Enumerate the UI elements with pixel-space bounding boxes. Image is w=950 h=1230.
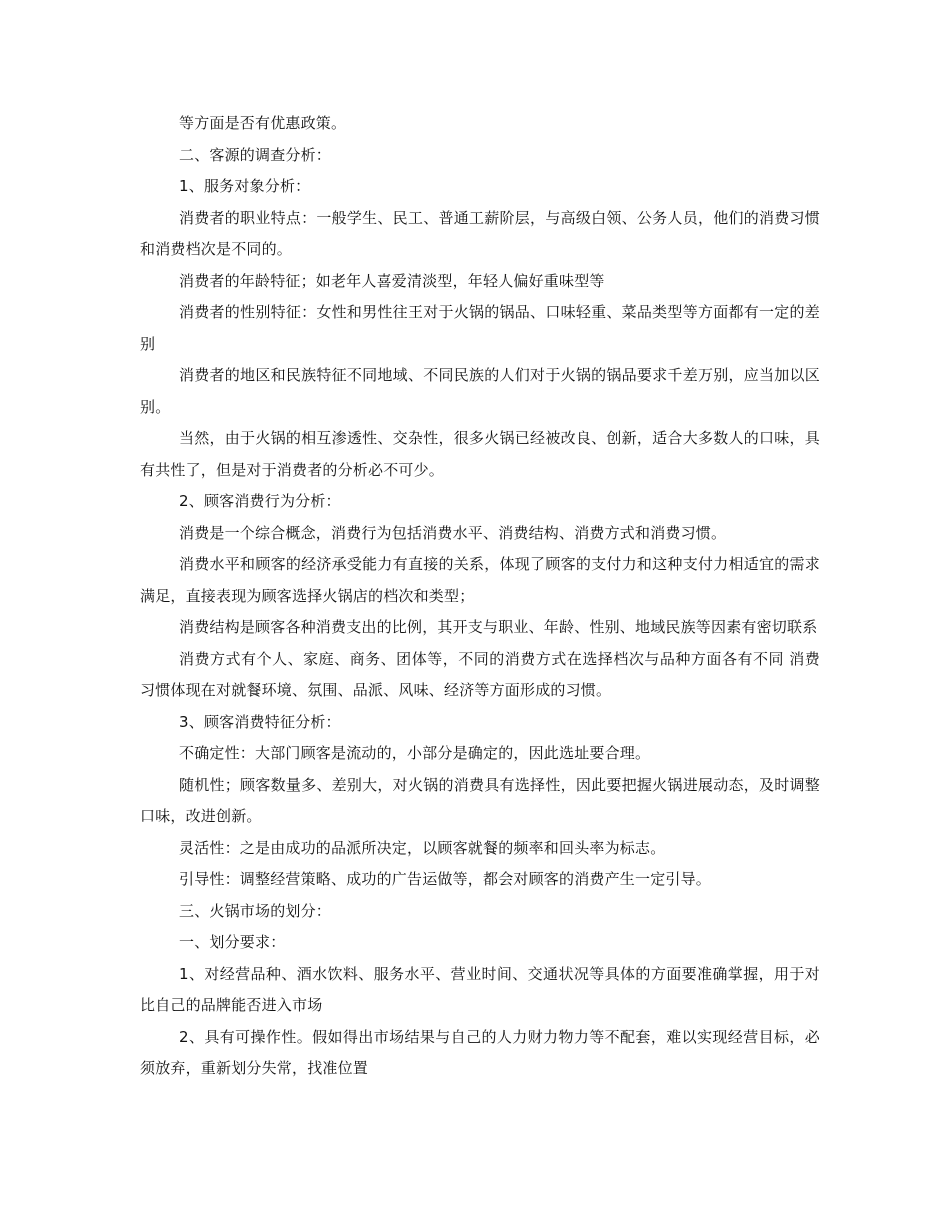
paragraph: 当然，由于火锅的相互渗透性、交杂性，很多火锅已经被改良、创新，适合大多数人的口味，具有共性了，但是对于消费者的分析必不可少。 (140, 429, 820, 479)
paragraph: 等方面是否有优惠政策。 (179, 114, 347, 132)
subsection-heading: 3、顾客消费特征分析： (179, 712, 341, 731)
section-heading: 三、火锅市场的划分： (179, 901, 332, 920)
subsection-heading: 一、划分要求： (179, 933, 286, 951)
paragraph: 引导性：调整经营策略、成功的广告运做等，都会对顾客的消费产生一定引导。 (179, 870, 712, 888)
paragraph: 消费是一个综合概念，消费行为包括消费水平、消费结构、消费方式和消费习惯。 (179, 523, 727, 542)
subsection-heading: 2、顾客消费行为分析： (179, 492, 341, 510)
paragraph: 消费者的职业特点：一般学生、民工、普通工薪阶层，与高级白领、公务人员，他们的消费习惯和消费档次是不同的。 (140, 208, 820, 258)
section-heading: 二、客源的调查分析： (179, 145, 332, 164)
paragraph: 不确定性：大部门顾客是流动的，小部分是确定的，因此选址要合理。 (179, 744, 651, 762)
paragraph: 灵活性：之是由成功的品派所决定，以顾客就餐的频率和回头率为标志。 (179, 838, 666, 857)
paragraph: 消费者的性别特征：女性和男性往王对于火锅的锅品、口味轻重、菜品类型等方面都有一定的差别 (140, 303, 820, 353)
paragraph: 消费者的地区和民族特征不同地域、不同民族的人们对于火锅的锅品要求千差万别，应当加以区别。 (140, 366, 820, 416)
paragraph: 消费者的年龄特征；如老年人喜爱清淡型，年轻人偏好重味型等 (179, 271, 605, 290)
paragraph: 1、对经营品种、酒水饮料、服务水平、营业时间、交通状况等具体的方面要准确掌握，用于对比自己的品牌能否进入市场 (140, 964, 820, 1014)
paragraph: 消费方式有个人、家庭、商务、团体等，不同的消费方式在选择档次与品种方面各有不同 消费习惯体现在对就餐环境、氛围、品派、风味、经济等方面形成的习惯。 (140, 649, 820, 699)
paragraph: 随机性；顾客数量多、差别大，对火锅的消费具有选择性，因此要把握火锅进展动态，及时调整口味，改进创新。 (140, 775, 820, 825)
subsection-heading: 1、服务对象分析： (179, 177, 311, 195)
document-body (140, 108, 820, 1085)
paragraph: 2、具有可操作性。假如得出市场结果与自己的人力财力物力等不配套，难以实现经营目标，必须放弃，重新划分失常，找准位置 (140, 1027, 820, 1077)
paragraph: 消费水平和顾客的经济承受能力有直接的关系，体现了顾客的支付力和这种支付力相适宜的需求满足，直接表现为顾客选择火锅店的档次和类型； (140, 555, 820, 605)
paragraph: 消费结构是顾客各种消费支出的比例，其开支与职业、年龄、性别、地域民族等因素有密切联系 (179, 618, 818, 636)
